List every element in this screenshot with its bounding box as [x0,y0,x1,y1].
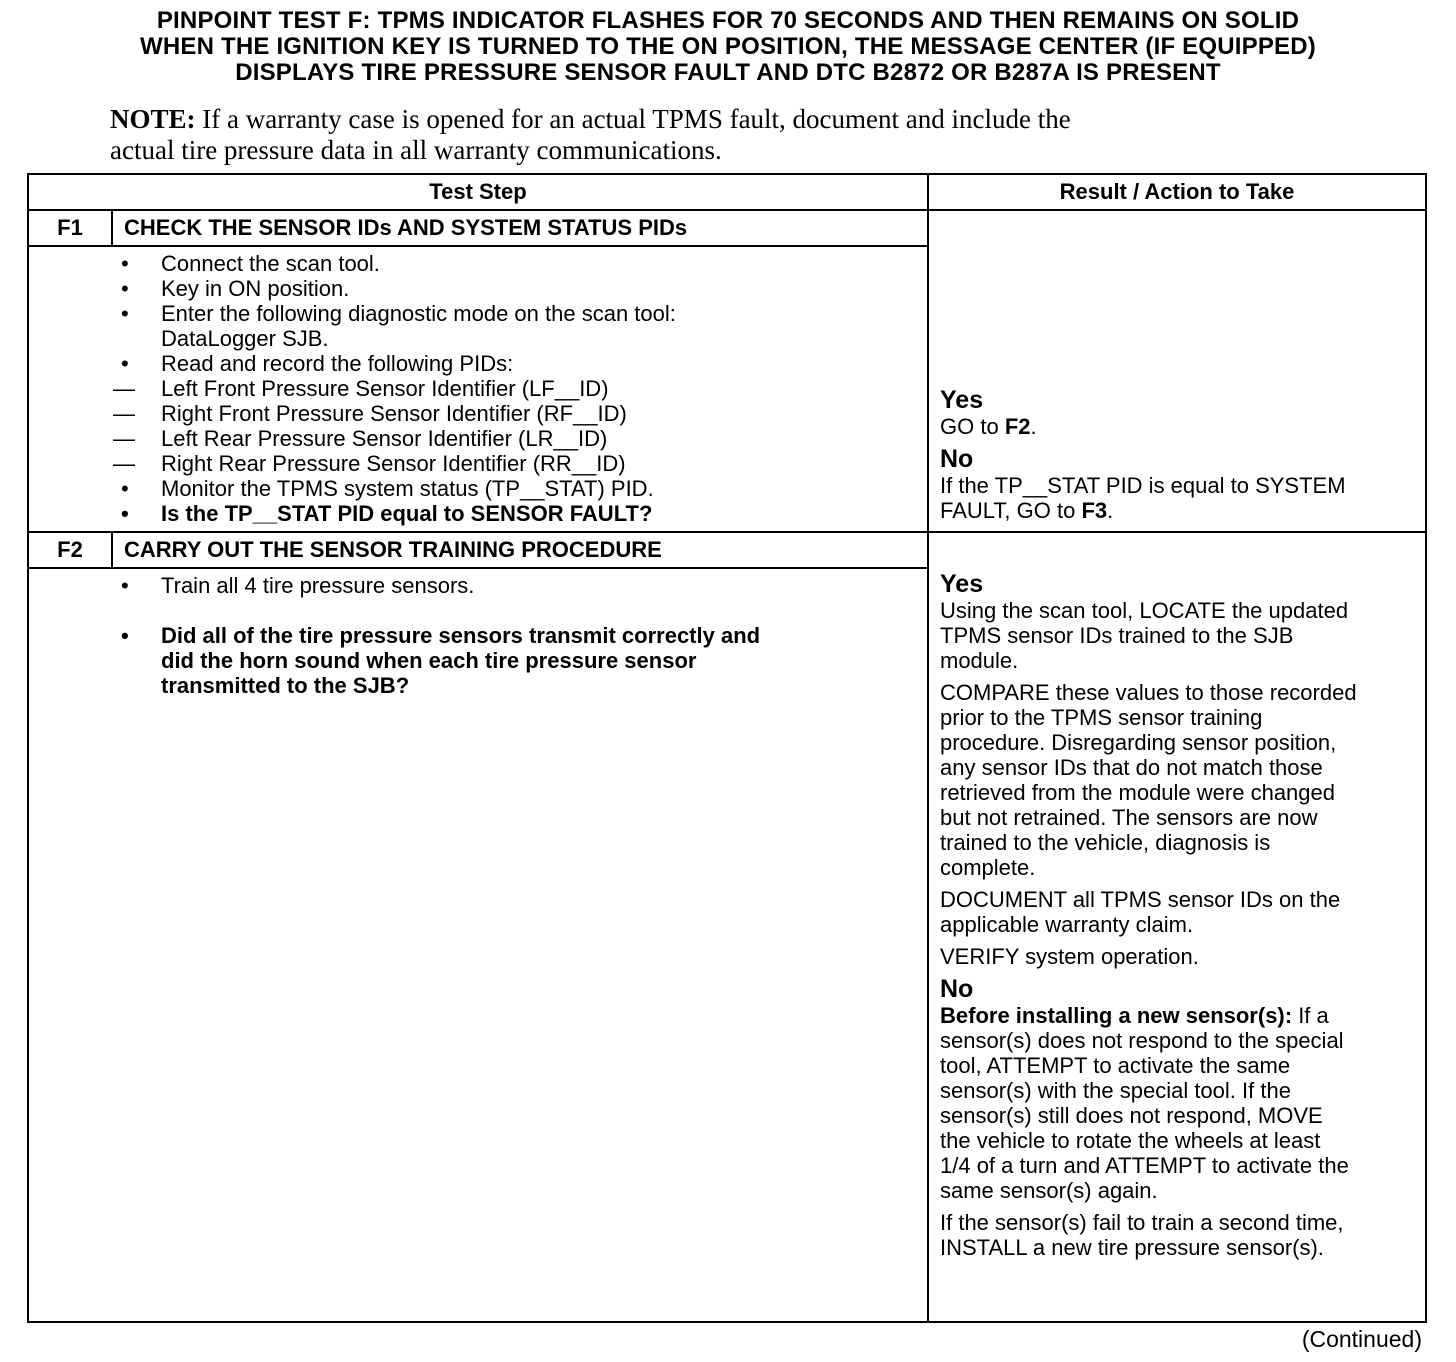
note [110,104,1310,166]
sub-item: — Right Front Pressure Sensor Identifier (RF__ID) [113,401,627,426]
title-line: PINPOINT TEST F: TPMS INDICATOR FLASHES FOR 70 SECONDS AND THEN REMAINS ON SOLID [156,7,1300,34]
list-item-question: • Is the TP__STAT PID equal to SENSOR FAULT? [121,501,653,526]
list-item: • Monitor the TPMS system status (TP__STAT) PID. [121,476,654,501]
pinpoint-table [27,173,1427,1323]
sub-item: — Left Rear Pressure Sensor Identifier (LR__ID) [113,426,608,451]
yes-action: GO to [940,414,999,439]
step-body-f2 [121,573,761,698]
yes-paragraph: DOCUMENT all TPMS sensor IDs on the applicable warranty claim. [940,887,1341,937]
sub-item: — Left Front Pressure Sensor Identifier (LF__ID) [113,376,609,401]
step-number-divider [111,209,113,247]
yes-target: F2 [1004,414,1031,439]
header-result: Result / Action to Take [1059,179,1295,204]
note-text: If a warranty case is opened for an actual TPMS fault, document and include the [202,104,1071,134]
continued-label: (Continued) [1301,1326,1422,1352]
yes-paragraph: VERIFY system operation. [940,944,1199,969]
step-body-f1 [113,251,676,526]
note-text: actual tire pressure data in all warranty communications. [110,135,722,165]
step-title-f1: CHECK THE SENSOR IDs AND SYSTEM STATUS PIDs [124,215,688,240]
no-heading: No [940,445,974,473]
list-item: • Key in ON position. [121,276,350,301]
yes-paragraph: Using the scan tool, LOCATE the updated TPMS sensor IDs trained to the SJB module. [940,598,1349,673]
step-number-f2: F2 [57,537,83,562]
list-item-question: • Did all of the tire pressure sensors transmit correctly and [121,623,761,648]
list-item-continued: did the horn sound when each tire pressure sensor [161,648,697,673]
step-number-f1: F1 [57,215,83,240]
result-f1: Yes GO to F2. No If the TP__STAT PID is equal to SYSTEM FAULT, GO to F3. [940,387,1420,523]
list-item-continued: DataLogger SJB. [161,326,329,351]
no-paragraph: Before installing a new sensor(s): If a sensor(s) does not respond to the special tool, ATTEMPT to activate the same sensor(s) with the special tool. If the sensor(s) still does not respond, MOVE the vehicle to rotate the wheels at least 1/4 of a turn and ATTEMPT to activate the same sensor(s) again. [940,1003,1349,1203]
no-heading: No [940,975,974,1003]
list-item: • Connect the scan tool. [121,251,380,276]
row-divider [29,245,927,247]
no-action: FAULT, GO to [940,498,1076,523]
page-title [0,8,1456,86]
list-item: • Enter the following diagnostic mode on the scan tool: [121,301,676,326]
no-target: F3 [1081,498,1108,523]
header-divider [29,209,1425,211]
sub-item: — Right Rear Pressure Sensor Identifier (RR__ID) [113,451,626,476]
no-paragraph: If the sensor(s) fail to train a second time, INSTALL a new tire pressure sensor(s). [940,1210,1344,1260]
title-line: DISPLAYS TIRE PRESSURE SENSOR FAULT AND DTC B2872 OR B287A IS PRESENT [235,59,1221,86]
row-divider [29,567,927,569]
list-item: • Read and record the following PIDs: [121,351,514,376]
list-item: • Train all 4 tire pressure sensors. [121,573,475,598]
row-divider [29,531,1425,533]
list-item-continued: transmitted to the SJB? [161,673,410,698]
column-divider [927,175,929,1321]
title-line: WHEN THE IGNITION KEY IS TURNED TO THE ON POSITION, THE MESSAGE CENTER (IF EQUIPPED) [139,33,1316,60]
yes-heading: Yes [940,570,984,598]
yes-heading: Yes [940,386,984,414]
note-label: NOTE: [110,104,196,134]
step-title-f2: CARRY OUT THE SENSOR TRAINING PROCEDURE [124,537,662,562]
header-test-step: Test Step [429,179,527,204]
no-action: If the TP__STAT PID is equal to SYSTEM [940,473,1346,498]
yes-paragraph: COMPARE these values to those recorded prior to the TPMS sensor training procedure. Disregarding sensor position, any sensor IDs that do not match those retrieved from the module were changed but not retrained. The sensors are now trained to the vehicle, diagnosis is complete. [940,680,1357,880]
step-number-divider [111,531,113,569]
result-f2 [940,571,1424,1267]
